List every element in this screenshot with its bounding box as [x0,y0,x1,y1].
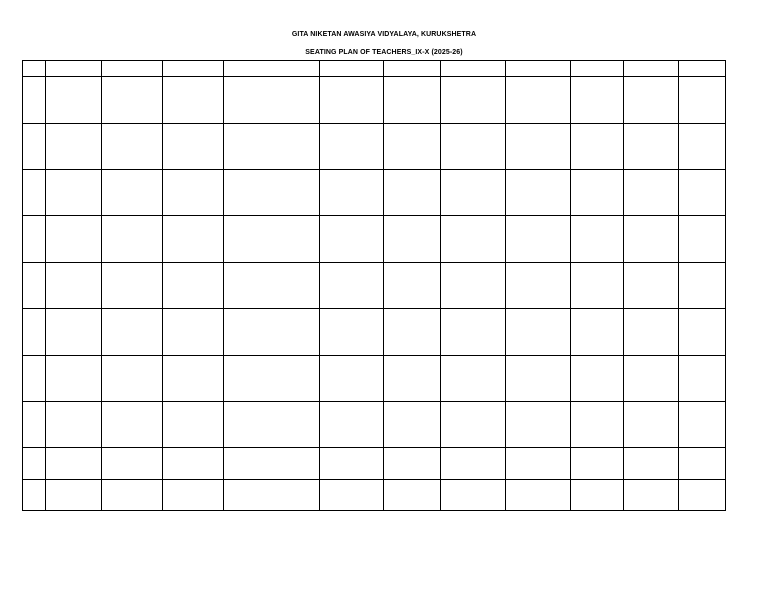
header-cell [23,61,46,77]
seat-cell [384,169,441,215]
seat-cell [624,479,679,510]
seat-cell [506,77,571,123]
table-row [23,309,726,355]
seat-cell [571,262,624,308]
header-cell [624,61,679,77]
seat-cell [224,216,320,262]
seat-cell [624,401,679,447]
seat-cell [320,262,384,308]
seat-cell [571,448,624,479]
seat-cell [163,123,224,169]
seat-cell [23,309,46,355]
seat-cell [102,216,163,262]
seat-cell [163,355,224,401]
table-row [23,123,726,169]
table-row [23,479,726,510]
seat-cell [224,355,320,401]
header-cell [679,61,726,77]
seat-cell [320,169,384,215]
seat-cell [384,355,441,401]
seat-cell [102,262,163,308]
seat-cell [320,479,384,510]
header-cell [224,61,320,77]
seat-cell [506,448,571,479]
seat-cell [441,216,506,262]
seat-cell [46,262,102,308]
seat-cell [102,479,163,510]
header-cell [506,61,571,77]
seat-cell [163,401,224,447]
seat-cell [571,169,624,215]
header-row [23,61,726,77]
seat-cell [163,479,224,510]
seat-cell [46,123,102,169]
seat-cell [384,216,441,262]
seat-cell [624,309,679,355]
seat-cell [624,77,679,123]
seat-cell [679,169,726,215]
seat-cell [506,355,571,401]
seat-cell [441,309,506,355]
seat-cell [102,77,163,123]
seat-cell [441,77,506,123]
table-row [23,77,726,123]
seat-cell [46,77,102,123]
seat-cell [506,401,571,447]
seat-cell [679,77,726,123]
table-row [23,448,726,479]
seat-cell [624,216,679,262]
seat-cell [384,123,441,169]
seat-cell [224,309,320,355]
header-cell [384,61,441,77]
header-cell [571,61,624,77]
seat-cell [679,123,726,169]
seat-cell [679,448,726,479]
seat-cell [224,123,320,169]
seat-cell [571,479,624,510]
table-row [23,262,726,308]
seat-cell [23,123,46,169]
seat-cell [224,479,320,510]
seat-cell [320,355,384,401]
seat-cell [46,479,102,510]
seat-cell [624,123,679,169]
seat-cell [102,355,163,401]
seat-cell [320,123,384,169]
seat-cell [23,479,46,510]
seat-cell [679,401,726,447]
seat-cell [163,309,224,355]
seat-cell [163,77,224,123]
seat-cell [102,401,163,447]
header-cell [163,61,224,77]
seat-cell [224,262,320,308]
seating-plan-title: SEATING PLAN OF TEACHERS_IX-X (2025-26) [305,49,463,56]
seat-cell [320,77,384,123]
header-cell [46,61,102,77]
seat-cell [102,123,163,169]
seat-cell [384,309,441,355]
seat-cell [224,401,320,447]
seat-cell [571,309,624,355]
seat-cell [163,216,224,262]
seat-cell [624,448,679,479]
header-cell [320,61,384,77]
seat-cell [441,448,506,479]
seat-cell [441,169,506,215]
header-cell [102,61,163,77]
seat-cell [571,401,624,447]
table-row [23,169,726,215]
seat-cell [46,401,102,447]
seat-cell [384,77,441,123]
seat-cell [679,262,726,308]
table-row [23,401,726,447]
seat-cell [571,216,624,262]
seat-cell [23,216,46,262]
header-cell [441,61,506,77]
seat-cell [163,262,224,308]
seat-cell [23,355,46,401]
seat-cell [102,169,163,215]
seat-cell [384,479,441,510]
seat-cell [46,216,102,262]
seat-cell [23,448,46,479]
seat-cell [506,309,571,355]
seat-cell [224,169,320,215]
seating-plan-table [22,60,726,511]
seat-cell [384,262,441,308]
seat-cell [46,355,102,401]
seat-cell [624,169,679,215]
seat-cell [441,401,506,447]
seat-cell [102,448,163,479]
seat-cell [23,169,46,215]
seat-cell [46,309,102,355]
seat-cell [506,479,571,510]
seat-cell [320,448,384,479]
seat-cell [679,216,726,262]
seat-cell [624,355,679,401]
seat-cell [506,169,571,215]
seat-cell [624,262,679,308]
seat-cell [384,401,441,447]
seat-cell [679,309,726,355]
seat-cell [571,77,624,123]
seat-cell [320,216,384,262]
seat-cell [23,77,46,123]
table-row [23,355,726,401]
seat-cell [163,169,224,215]
seat-cell [441,479,506,510]
seat-cell [506,216,571,262]
seat-cell [224,448,320,479]
seat-cell [384,448,441,479]
seat-cell [320,401,384,447]
seat-cell [23,401,46,447]
seat-cell [679,479,726,510]
seat-cell [679,355,726,401]
seat-cell [46,169,102,215]
seat-cell [441,262,506,308]
seat-cell [163,448,224,479]
seat-cell [506,123,571,169]
seat-cell [320,309,384,355]
seat-cell [571,123,624,169]
seat-cell [102,309,163,355]
school-name-heading: GITA NIKETAN AWASIYA VIDYALAYA, KURUKSHETRA [291,31,477,38]
seat-cell [23,262,46,308]
table-row [23,216,726,262]
seat-cell [46,448,102,479]
seat-cell [571,355,624,401]
seat-cell [506,262,571,308]
seat-cell [441,355,506,401]
seat-cell [224,77,320,123]
seat-cell [441,123,506,169]
